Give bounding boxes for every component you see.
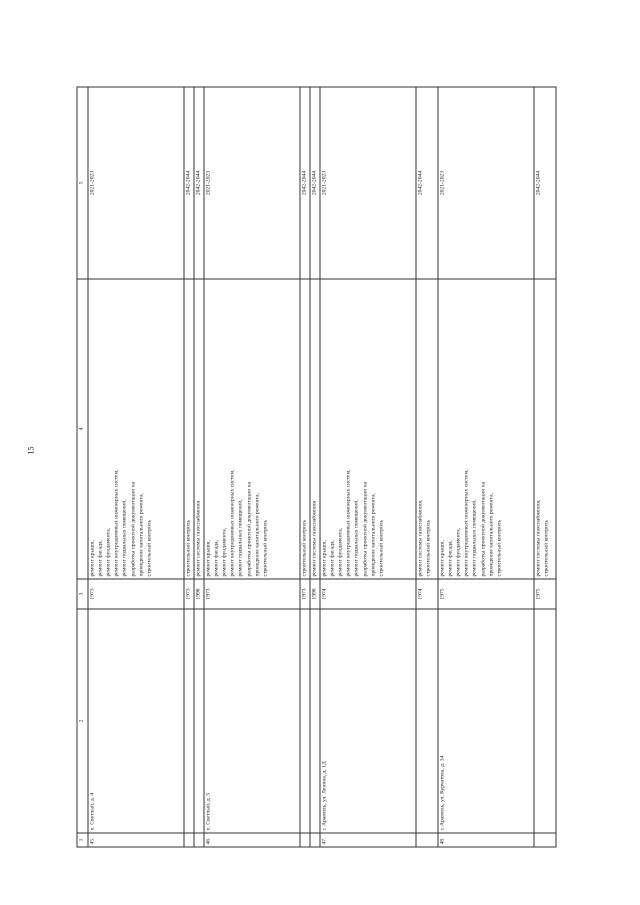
work-item: ремонт крыши, (205, 540, 212, 577)
work-item: ремонт подвальных помещений, (121, 499, 128, 577)
work-item: строительный контроль (496, 519, 503, 577)
column-number: 4 (77, 279, 88, 579)
table-row (534, 87, 556, 847)
works-cell (534, 279, 556, 579)
period-cell: 2021-2023 (88, 87, 184, 279)
work-item: ремонт системы газоснабжения (311, 501, 318, 577)
work-item: ремонт фундамента, (221, 528, 228, 577)
column-number: 1 (77, 833, 88, 847)
row-number-cell (310, 833, 320, 847)
work-item: ремонт фасада, (447, 540, 454, 577)
work-item: строительный контроль (378, 519, 385, 577)
work-item: проведение капитального ремонта, (370, 493, 377, 577)
period-cell: 2042-2044 (184, 87, 194, 279)
work-item: ремонт фасада, (97, 540, 104, 577)
work-item: ремонт подвальных помещений, (237, 499, 244, 577)
address-cell (534, 609, 556, 833)
work-item: строительный контроль (185, 519, 192, 577)
works-cell (184, 279, 194, 579)
work-item: ремонт фасада, (213, 540, 220, 577)
column-number: 3 (77, 579, 88, 609)
year-cell: 1998 (194, 579, 204, 609)
work-item: ремонт внутридомовых инженерных систем, (113, 469, 120, 577)
year-cell: 1973 (88, 579, 184, 609)
work-item: строительный контроль (425, 519, 432, 577)
work-item: разработка проектной документации на (246, 481, 253, 577)
row-number-cell: 47. (320, 833, 416, 847)
table-row (88, 87, 184, 847)
year-cell: 1975 (438, 579, 534, 609)
work-item: ремонт внутридомовых инженерных систем, (463, 469, 470, 577)
works-cell (310, 279, 320, 579)
row-number-cell (534, 833, 556, 847)
work-item: ремонт фасада, (329, 540, 336, 577)
table-row (204, 87, 300, 847)
year-cell: 1973 (204, 579, 300, 609)
period-cell: 2021-2023 (204, 87, 300, 279)
work-item: ремонт внутридомовых инженерных систем, (345, 469, 352, 577)
works-cell (88, 279, 184, 579)
column-number: 2 (77, 609, 88, 833)
row-number-cell (416, 833, 438, 847)
address-cell: г. Арамиль, ул. Ленина, д. 1Д (320, 609, 416, 833)
address-cell (184, 609, 194, 833)
work-item: ремонт системы газоснабжения (195, 501, 202, 577)
period-cell: 2042-2044 (416, 87, 438, 279)
row-number-cell (184, 833, 194, 847)
period-cell: 2021-2023 (438, 87, 534, 279)
address-cell (194, 609, 204, 833)
table-row (184, 87, 194, 847)
work-item: ремонт системы газоснабжения, (417, 499, 424, 577)
work-item: разработка проектной документации на (362, 481, 369, 577)
work-item: ремонт внутридомовых инженерных систем, (229, 469, 236, 577)
year-cell: 1974 (320, 579, 416, 609)
column-number-row (77, 87, 88, 847)
period-cell: 2042-2044 (194, 87, 204, 279)
work-item: разработка проектной документации на (130, 481, 137, 577)
works-cell (300, 279, 310, 579)
work-item: ремонт подвальных помещений, (353, 499, 360, 577)
works-cell (416, 279, 438, 579)
work-item: строительный контроль (146, 519, 153, 577)
period-cell: 2042-2044 (300, 87, 310, 279)
work-item: строительный контроль (301, 519, 308, 577)
row-number-cell: 48. (438, 833, 534, 847)
year-cell: 1974 (416, 579, 438, 609)
work-item: ремонт крыши, (439, 540, 446, 577)
work-item: разработка проектной документации на (480, 481, 487, 577)
table-row (416, 87, 438, 847)
table-row (438, 87, 534, 847)
year-cell: 1998 (310, 579, 320, 609)
period-cell: 2042-2044 (310, 87, 320, 279)
address-cell (416, 609, 438, 833)
row-number-cell: 45. (88, 833, 184, 847)
year-cell: 1975 (534, 579, 556, 609)
work-item: проведение капитального ремонта, (488, 493, 495, 577)
work-item: ремонт фундамента, (455, 528, 462, 577)
year-cell: 1973 (300, 579, 310, 609)
work-item: ремонт подвальных помещений, (471, 499, 478, 577)
table-row (194, 87, 204, 847)
address-cell: п. Светлый, д. 4 (88, 609, 184, 833)
works-cell (204, 279, 300, 579)
works-cell (438, 279, 534, 579)
table-row (320, 87, 416, 847)
work-item: строительный контроль (262, 519, 269, 577)
page-number: 15 (26, 446, 36, 455)
work-item: проведение капитального ремонта, (138, 493, 145, 577)
address-cell (310, 609, 320, 833)
work-item: проведение капитального ремонта, (254, 493, 261, 577)
repair-schedule-sheet (77, 88, 632, 848)
row-number-cell (194, 833, 204, 847)
work-item: ремонт крыши, (89, 540, 96, 577)
year-cell: 1973 (184, 579, 194, 609)
work-item: ремонт фундамента, (105, 528, 112, 577)
table-row (300, 87, 310, 847)
work-item: ремонт фундамента, (337, 528, 344, 577)
work-item: строительный контроль (543, 519, 550, 577)
table-row (310, 87, 320, 847)
period-cell: 2021-2023 (320, 87, 416, 279)
works-cell (194, 279, 204, 579)
work-item: ремонт системы газоснабжения, (535, 499, 542, 577)
address-cell (300, 609, 310, 833)
work-item: ремонт крыши, (321, 540, 328, 577)
table-body (88, 87, 556, 847)
works-cell (320, 279, 416, 579)
row-number-cell: 46. (204, 833, 300, 847)
row-number-cell (300, 833, 310, 847)
address-cell: п. Светлый, д. 5 (204, 609, 300, 833)
period-cell: 2042-2044 (534, 87, 556, 279)
column-number: 5 (77, 87, 88, 279)
repair-schedule-table (77, 87, 557, 848)
address-cell: г. Арамиль, ул. Курчатова, д. 14 (438, 609, 534, 833)
